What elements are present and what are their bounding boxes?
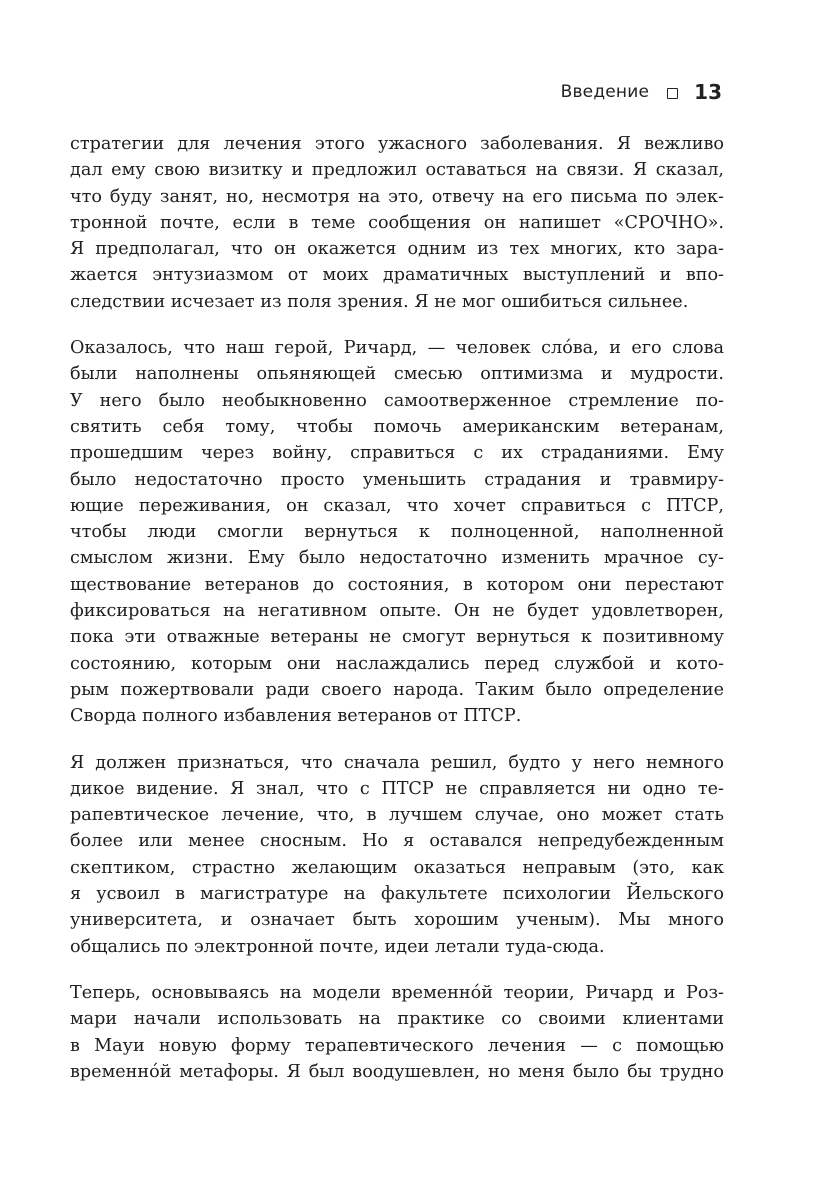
text-line: Я предполагал, что он окажется одним из тех многих, кто зара- xyxy=(70,239,724,260)
text-line: святить себя тому, чтобы помочь американским ветеранам, xyxy=(70,416,724,437)
text-line: что буду занят, но, несмотря на это, отвечу на его письма по элек- xyxy=(70,186,724,207)
text-line: Теперь, основываясь на модели временно́й теории, Ричард и Роз- xyxy=(70,982,724,1003)
paragraph xyxy=(70,335,724,729)
text-line: более или менее сносным. Но я оставался непредубежденным xyxy=(70,831,724,852)
text-line: состоянию, которым они наслаждались перед службой и кото- xyxy=(70,653,724,674)
text-line: смыслом жизни. Ему было недостаточно изменить мрачное су- xyxy=(70,548,724,569)
text-line: тронной почте, если в теме сообщения он напишет «СРОЧНО». xyxy=(70,212,724,233)
text-line: рым пожертвовали ради своего народа. Таким было определение xyxy=(70,679,724,700)
text-line: стратегии для лечения этого ужасного заболевания. Я вежливо xyxy=(70,134,724,154)
text-line: ющие переживания, он сказал, что хочет справиться с ПТСР, xyxy=(70,495,724,516)
text-line: были наполнены опьяняющей смесью оптимизма и мудрости. xyxy=(70,364,724,385)
running-header xyxy=(561,80,722,104)
text-line: дал ему свою визитку и предложил оставаться на связи. Я сказал, xyxy=(70,160,724,181)
text-line: чтобы люди смогли вернуться к полноценной, наполненной xyxy=(70,522,724,543)
text-line: следствии исчезает из поля зрения. Я не мог ошибиться сильнее. xyxy=(70,291,689,312)
text-line: я усвоил в магистратуре на факультете психологии Йельского xyxy=(70,884,724,905)
text-line: общались по электронной почте, идеи летали туда-сюда. xyxy=(70,936,605,957)
text-line: скептиком, страстно желающим оказаться неправым (это, как xyxy=(70,857,724,878)
body-text xyxy=(70,131,724,1105)
text-line: жается энтузиазмом от моих драматичных выступлений и впо- xyxy=(70,265,724,286)
text-line: рапевтическое лечение, что, в лучшем случае, оно может стать xyxy=(70,805,724,826)
text-line: дикое видение. Я знал, что с ПТСР не справляется ни одно те- xyxy=(70,778,724,799)
text-line: временно́й метафоры. Я был воодушевлен, но меня было бы трудно xyxy=(70,1061,724,1082)
text-line: У него было необыкновенно самоотверженное стремление по- xyxy=(70,390,724,411)
section-title: Введение xyxy=(560,82,650,102)
text-line: в Мауи новую форму терапевтического лечения — с помощью xyxy=(70,1035,724,1056)
text-line: университета, и означает быть хорошим ученым). Мы много xyxy=(70,910,724,931)
text-line: ществование ветеранов до состояния, в котором они перестают xyxy=(70,574,724,595)
text-line: Оказалось, что наш герой, Ричард, — человек сло́ва, и его слова xyxy=(70,338,724,359)
text-line: фиксироваться на негативном опыте. Он не будет удовлетворен, xyxy=(70,601,724,622)
text-line: пока эти отважные ветераны не смогут вернуться к позитивному xyxy=(70,627,724,648)
text-line: мари начали использовать на практике со своими клиентами xyxy=(70,1009,724,1030)
paragraph xyxy=(70,131,724,315)
text-line: прошедшим через войну, справиться с их страданиями. Ему xyxy=(70,443,724,464)
text-line: Я должен признаться, что сначала решил, будто у него немного xyxy=(70,752,724,773)
paragraph xyxy=(70,750,724,960)
page-number: 13 xyxy=(694,80,722,104)
paragraph xyxy=(70,980,724,1085)
text-line: Сворда полного избавления ветеранов от ПТСР. xyxy=(70,706,522,727)
text-line: было недостаточно просто уменьшить страдания и травмиру- xyxy=(70,469,724,490)
square-bullet-icon xyxy=(667,88,678,99)
